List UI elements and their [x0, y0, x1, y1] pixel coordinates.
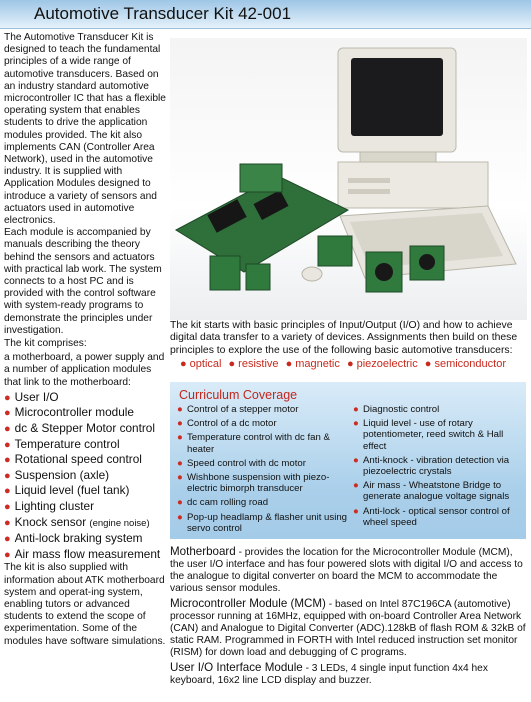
curriculum-list-left — [177, 404, 355, 537]
bullet-icon: ● — [177, 472, 183, 484]
list-item: ● Lighting cluster — [4, 499, 95, 514]
motherboard-description: Motherboard - provides the location for the Microcontroller Module (MCM), the user I/O interface and has four powered slots with digital I/O and access to the analogue to digital converter on board the MCM to accommodate the various sensor modules. — [170, 545, 523, 594]
intro-paragraph: Each module is accompanied by manuals describing the theory behind the sensors and actuators with practical lab work. The system connects to a host PC and is provided with the control software with system-ready programs to demonstrate the principles under investigation. — [4, 227, 162, 336]
curriculum-box — [170, 382, 526, 539]
bullet-icon: ● — [285, 358, 293, 370]
list-item: ● Suspension (axle) — [4, 467, 110, 482]
list-item: ● Air mass - Wheatstone Bridge to generate analogue voltage signals — [353, 480, 510, 503]
bullet-icon: ● — [4, 501, 11, 514]
bullet-icon: ● — [353, 454, 359, 466]
list-item: ● Air mass flow measurement — [4, 546, 161, 561]
bullet-icon: ● — [4, 438, 11, 451]
bullet-icon: ● — [4, 391, 11, 404]
list-item: ● Temperature control — [4, 436, 120, 451]
list-item: ● Anti-lock - optical sensor control of wheel speed — [353, 505, 510, 528]
left-column — [4, 32, 166, 648]
bullet-icon: ● — [4, 407, 11, 420]
curriculum-list-right — [353, 404, 521, 531]
bullet-icon: ● — [177, 432, 183, 444]
photo-caption: The kit starts with basic principles of Input/Output (I/O) and how to achieve digital data transfer to a variety of devices. Assignments then build on these principles to explore the use of the following basic automotive transducers: — [170, 320, 518, 356]
list-item: ● Speed control with dc motor — [177, 457, 306, 469]
monitor-image — [338, 48, 456, 162]
list-item: ● Control of a stepper motor — [177, 404, 299, 415]
product-photo — [170, 38, 527, 320]
mouse-image — [302, 267, 322, 281]
list-item: ● Rotational speed control — [4, 452, 142, 467]
outro-paragraph: The kit is also supplied with information about ATK motherboard system and operat-ing system, enabling tutors or advanced students to extend the scope of experimentation. Some of the modules have software simulations. — [4, 562, 166, 647]
mcm-description: Microcontroller Module (MCM) - based on Intel 87C196CA (automotive) processor running at 16MHz, equipped with on-board Controller Area Network (CAN) and Analogue to Digital Converter (ADC).128kB of flash ROM & 32kB of static RAM. Programmed in FORTH with Intel reduced instruction set monitor (RISM) for down load and debugging of C programs. — [170, 597, 526, 658]
transducer-types — [176, 358, 526, 370]
bullet-icon: ● — [4, 485, 11, 498]
transducer-type: piezoelectric — [356, 358, 418, 370]
transducer-type: resistive — [238, 358, 279, 370]
list-item: ● Wishbone suspension with piezo-electric bimorph transducer — [177, 472, 330, 495]
bullet-icon: ● — [4, 469, 11, 482]
transducer-type: optical — [189, 358, 222, 370]
bullet-icon: ● — [4, 533, 11, 546]
list-item: ● Anti-lock braking system — [4, 531, 143, 546]
computer-case-image — [338, 162, 488, 208]
bullet-icon: ● — [353, 418, 359, 430]
list-item: ● Liquid level (fuel tank) — [4, 483, 130, 498]
transducer-type: magnetic — [295, 358, 340, 370]
bullet-icon: ● — [353, 404, 359, 415]
bullet-icon: ● — [177, 457, 183, 469]
userio-description: User I/O Interface Module - 3 LEDs, 4 single input function 4x4 hex keyboard, 16x2 line LCD display and buzzer. — [170, 661, 488, 686]
list-item: ● Knock sensor (engine noise) — [4, 514, 150, 529]
list-item: ● Diagnostic control — [353, 404, 440, 415]
title-bar — [0, 0, 531, 29]
bullet-icon: ● — [4, 516, 11, 529]
list-item: ● Pop-up headlamp & flasher unit using servo control — [177, 511, 347, 534]
bullet-icon: ● — [353, 505, 359, 517]
bullet-icon: ● — [346, 358, 354, 370]
bullet-icon: ● — [4, 454, 11, 467]
list-item: ● dc cam rolling road — [177, 497, 269, 509]
bullet-icon: ● — [177, 418, 183, 430]
list-item: ● Microcontroller module — [4, 405, 134, 420]
list-item: ● Anti-knock - vibration detection via piezoelectric crystals — [353, 454, 510, 478]
bullet-icon: ● — [177, 404, 183, 415]
bullet-icon: ● — [177, 497, 183, 509]
bullet-icon: ● — [424, 358, 432, 370]
bullet-icon: ● — [353, 480, 359, 492]
curriculum-title: Curriculum Coverage — [179, 388, 298, 402]
intro-paragraph: The kit comprises: — [4, 338, 87, 350]
intro-paragraph: a motherboard, a power supply and a number of application modules that link to the motherboard: — [4, 352, 165, 388]
page-title: Automotive Transducer Kit 42-001 — [34, 4, 292, 23]
transducer-type: semiconductor — [434, 358, 506, 370]
bullet-icon: ● — [228, 358, 236, 370]
bullet-icon: ● — [177, 511, 183, 523]
intro-paragraph: The Automotive Transducer Kit is designed to teach the fundamental principles of a wide range of automotive transducers. Based on an industry standard automotive microcontroller IC that has a flexible operating system that enables students to drive the application modules provided. The kit also implements CAN (Controller Area Network), used in the automotive industry. It is supplied with Application Modules designed to introduce a variety of sensors and actuators used in automotive electronics. — [4, 32, 166, 227]
bullet-icon: ● — [180, 358, 187, 370]
module-list — [4, 390, 166, 563]
list-item: ● Control of a dc motor — [177, 418, 277, 430]
module-descriptions — [170, 546, 528, 690]
list-item: ● User I/O — [4, 389, 59, 404]
list-item: ● Liquid level - use of rotary potentiometer, reed switch & Hall effect — [353, 418, 504, 452]
list-item: ● dc & Stepper Motor control — [4, 421, 155, 436]
bullet-icon: ● — [4, 548, 11, 561]
list-item: ● Temperature control with dc fan & heater — [177, 432, 330, 455]
bullet-icon: ● — [4, 423, 11, 436]
